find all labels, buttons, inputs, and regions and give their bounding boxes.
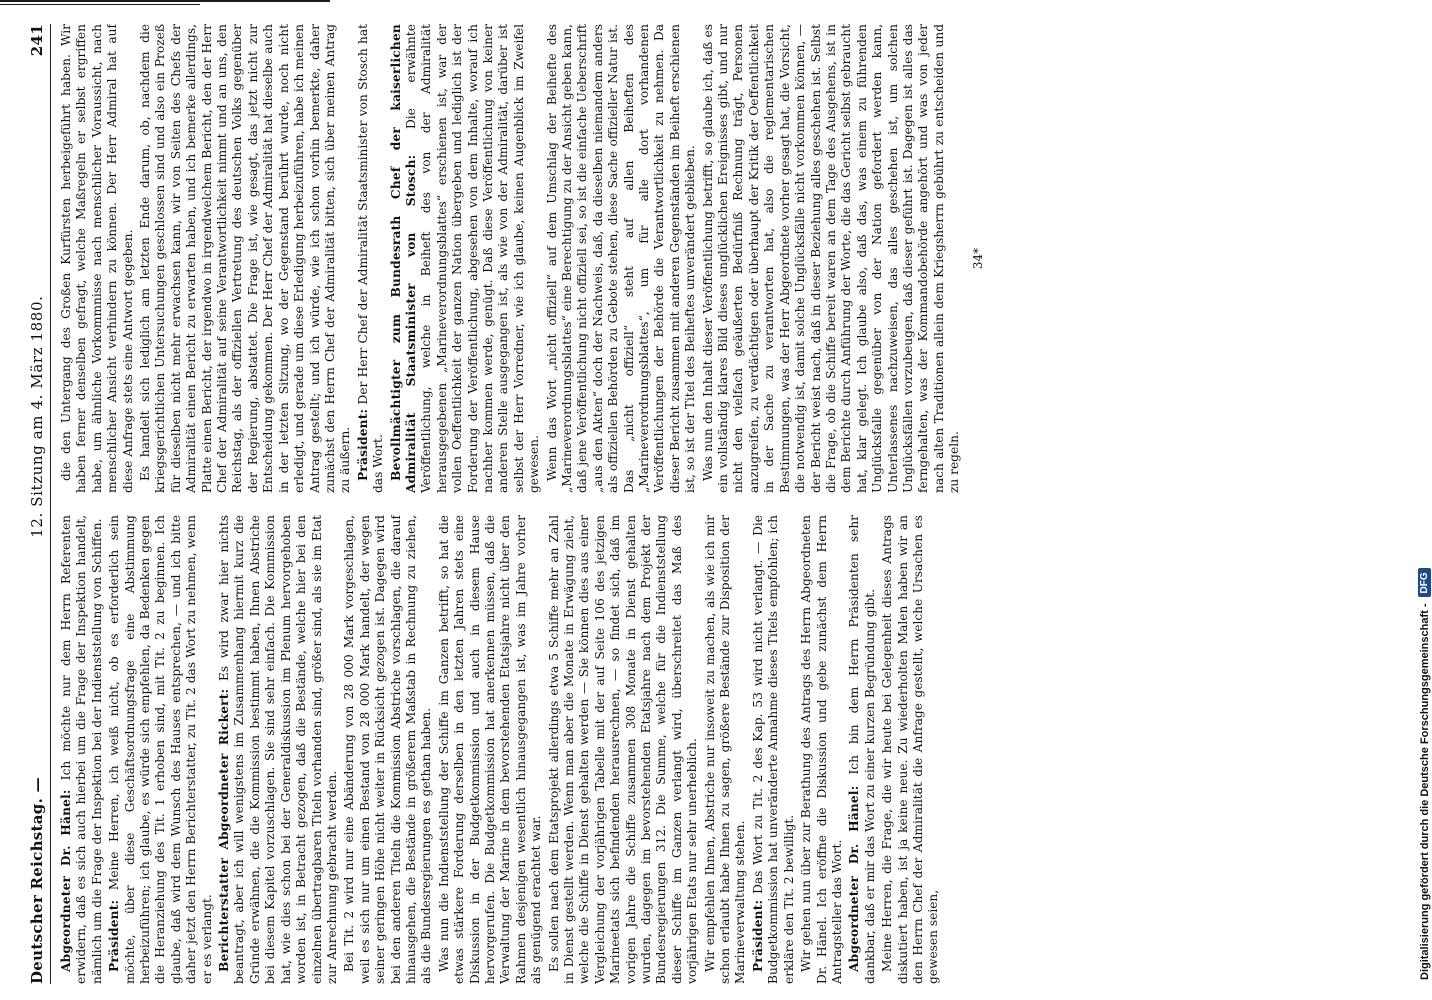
speaker-name: Präsident: [107, 899, 122, 972]
paragraph-text: Wenn das Wort „nicht offiziell“ auf dem Umschlag der Beihefte des „Marineverordnungsblattes“ eine Berechtigung zu der Ansicht geben kann, daß jene Veröffentlichung nicht offiziell sei, so ist die einfache Ueberschrift „aus den Akten“ doch der Nachweis, daß, da dieselben niemandem anders als offiziellen Behörden zu Gebote stehen, diese Sache offizieller Natur ist. Das „nicht offiziell“ steht auf allen Beiheften des „Marineverordnungsblattes“, um für alle dort vorhandenen Veröffentlichungen der Behörde die Verantwortlichkeit zu nehmen. Da dieser Bericht zusammen mit anderen Gegenständen im Beiheft erschienen ist, so ist der Titel des Beiheftes unverändert geblieben. [544, 24, 698, 493]
paragraph-text: Meine Herren, die Frage, die wir heute bei Gelegenheit dieses Antrags diskutiert haben, ist ja keine neue. Zu wiederholten Malen haben wir an den Herrn Chef der Admiralität die Anfrage gestellt, welche Ursachen es gewesen seien, [880, 515, 941, 984]
paragraph-text: Es wird zwar hier nichts beantragt, aber ich will wenigstens im Zusammenhang hiermit kurz die Gründe erwähnen, die die Kommission bestimmt haben, Ihnen Abstriche bei diesem Kapitel vorzuschlagen. Sie sind sehr einfach. Die Kommission hat, wie dies schon bei der Generaldiskussion im Plenum hervorgehoben worden ist, in Betracht gezogen, daß die Bestände, welche hier bei den einzelnen übertragbaren Titeln vorhanden sind, größer sind, als sie im Etat zur Anrechnung gebracht werden. [217, 515, 339, 984]
paragraph [701, 24, 963, 493]
right-column [59, 24, 1349, 493]
speaker-name: Abgeordneter Dr. Hänel: [847, 785, 862, 972]
paragraph-text: Was nun den Inhalt dieser Veröffentlichung betrifft, so glaube ich, daß es ein vollständig klares Bild dieses unglücklichen Ereignisses gibt, und nur nicht den vielfach geäußerten Bedürfniß Rechnung trägt, Personen anzugreifen, zu verdächtigen oder überhaupt der Kritik der Oeffentlichkeit in der Sache zu verantworten hat, also die reglementarischen Bestimmungen, was der Herr Abgeordnete vorher gesagt hat, die Vorsicht, die notwendig ist, damit solche Unglücksfälle nicht vorkommen können, — der Bericht weist nach, daß in dieser Beziehung alles geschehen ist. Selbst die Frage, ob die Schiffe bereit waren an dem Tage des Ausgehens, ist in dem Berichte durch Anführung der Worte, die das Gericht selbst gebraucht hat, klar gelegt. Ich glaube also, daß das, was einem zu führenden Unglücksfalle gegenüber von der Nation gefordert werden kann, Unterlassenes nachzuweisen, das alles geschehen ist, um solchen Unglücksfällen vorzubeugen, daß dieser geführt ist. Dagegen ist alles das ferngehalten, was der Kommandobehörde angehört und was von jeder nach alten Traditionen allein dem Kriegsherrn gebührt zu entscheiden und zu regeln. [700, 24, 962, 493]
paragraph [437, 515, 545, 984]
digitization-credit [1418, 568, 1431, 980]
paragraph-text: Bei Tit. 2 wird nur eine Abänderung von 28 000 Mark vorgeschlagen, weil es sich nur um einen Bestand von 28 000 Mark handelt, der wegen seiner geringen Höhe nicht weiter in Rücksicht gezogen ist. Dagegen wird bei den anderen Titeln die Kommission Abstriche vorschlagen, die darauf hinausgehen, die Bestände in größerem Maßstab in Rechnung zu ziehen, als die Bundesregierungen es gethan haben. [342, 515, 434, 984]
page-header [28, 24, 51, 984]
paragraph [342, 515, 434, 984]
paragraph-text: Meine Herren, ich weiß nicht, ob es erforderlich sein möchte, über diese Geschäftsordnungsfrage eine Abstimmung herbeizuführen; ich glaube, es würde sich empfehlen, da Bedenken gegen die Heranziehung des Tit. 1 erhoben sind, mit Tit. 2 zu beginnen. Ich glaube, daß wird dem Wunsch des Hauses entsprechen, — und ich bitte daher jetzt den Herrn Berichterstatter, zu Tit. 2 das Wort zu nehmen, wenn er es verlangt. [107, 515, 214, 984]
paragraph-text: Der Herr Chef der Admiralität Staatsminister von Stosch hat das Wort. [355, 24, 386, 493]
paragraph [545, 24, 699, 493]
paragraph [356, 24, 387, 493]
paragraph [389, 24, 543, 493]
paragraph [138, 24, 354, 493]
paragraph [799, 515, 845, 984]
session-title: 12. Sitzung am 4. März 1880. [28, 295, 46, 538]
paragraph-text: die den Untergang des Großen Kurfürsten herbeigeführt haben. Wir haben ferner denselben gefragt, welche Maßregeln er selbst ergriffen habe, um ähnliche Vorkommnisse nach menschlicher Voraussicht, nach menschlicher Ansicht verhindern zu können. Der Herr Admiral hat auf diese Anfrage stets eine Antwort gegeben. [59, 24, 135, 493]
paragraph-text: Die erwähnte Veröffentlichung, welche in Beiheft des von der Admiralität herausgegebenen „Marineverordnungsblattes“ erschienen ist, war der vollen Oeffentlichkeit der ganzen Nation übergeben und lediglich ist der Forderung der Veröffentlichung, abgesehen von dem Inhalte, worauf ich nachher kommen werde, genügt. Daß diese Veröffentlichung von keiner anderen Stelle ausgegangen ist, als wie von der Admiralität, darüber ist selbst der Herr Vorredner, wie ich glaube, keinen Augenblick im Zweifel gewesen. [403, 24, 542, 493]
text-columns [59, 24, 1349, 984]
paragraph [847, 515, 878, 984]
speaker-name: Präsident: [750, 899, 765, 972]
paragraph [59, 24, 136, 493]
paragraph-text: Ich möchte nur dem Herrn Referenten erwidern, daß es sich auch hierbei um die Frage der Inspektion handelt, nämlich um die Frage der Inspektion bei der Indienststellung von Schiffen. [59, 515, 104, 984]
paragraph-text: Ich bin dem Herrn Präsidenten sehr dankbar, daß er mir das Wort zu einer kurzen Begründung gibt. [847, 515, 877, 984]
paragraph [217, 515, 340, 984]
paragraph [59, 515, 105, 984]
paragraph-text: Was nun die Indienststellung der Schiffe im Ganzen betrifft, so hat die etwas stärkere Forderung derselben in den letzten Jahren stets eine Diskussion in der Budgetkommission und auch in diesem Hause hervorgerufen. Die Budgetkommission hat anerkennen müssen, daß die Verwaltung der Marine in dem bevorstehenden Etatsjahre nicht über den Rahmen desjenigen wesentlich hinausgegangen ist, was im Jahre vorher als genügend erachtet war. [436, 515, 544, 984]
paragraph-text: Es sollen nach dem Etatsprojekt allerdings etwa 5 Schiffe mehr an Zahl in Dienst gestellt werden. Wenn man aber die Monate in Erwägung zieht, welche die Schiffe in Dienst gehalten werden — Sie können dies aus einer Vergleichung der vorjährigen Tabelle mit der auf Seite 106 des jetzigen Marineetats sich befindenden herausrechnen, — so findet sich, daß im vorigen Jahre die Schiffe zusammen 308 Monate in Dienst gehalten wurden, dagegen im bevorstehenden Etatsjahre nach dem Projekt der Bundesregierungen 312. Die Summe, welche für die Indienststellung dieser Schiffe im Ganzen verlangt wird, überschreitet das Maß des vorjährigen Etats nur sehr unerheblich. [546, 515, 700, 984]
speaker-name: Präsident: [355, 408, 370, 481]
dfg-logo: DFG [1418, 568, 1431, 597]
speaker-name: Abgeordneter Dr. Hänel: [59, 789, 73, 972]
paragraph [751, 515, 797, 984]
journal-title: Deutscher Reichstag. — [28, 777, 46, 984]
speaker-name: Berichterstatter Abgeordneter Rickert: [217, 688, 232, 972]
page-number: 241 [28, 24, 46, 57]
paragraph [547, 515, 701, 984]
credit-text: Digitalisierung gefördert durch die Deutsche Forschungsgemeinschaft - [1418, 603, 1431, 980]
paragraph [703, 515, 749, 984]
left-column [59, 515, 1349, 984]
signature-mark: 34* [970, 247, 985, 270]
paragraph [880, 515, 942, 984]
paragraph-text: Wir gehen nun über zur Berathung des Antrags des Herrn Abgeordneten Dr. Hänel. Ich eröffne die Diskussion und gebe zunächst dem Herrn Antragsteller das Wort. [799, 515, 844, 984]
paragraph [107, 515, 215, 984]
speaker-name: Bevollmächtigter zum Bundesrath Chef der kaiserlichen Admiralität Staatsminister von Stosch: [388, 24, 418, 493]
paragraph-text: Wir empfehlen Ihnen, Abstriche nur insoweit zu machen, als wie ich mir schon erlaubt habe Ihnen zu sagen, größere Bestände zur Disposition der Marineverwaltung stehen. [702, 515, 748, 984]
paragraph-text: Es handelt sich lediglich am letzten Ende darum, ob, nachdem die kriegsgerichtlichen Untersuchungen geschlossen sind und also ein Prozeß für dieselben nicht mehr erwachsen kann, wir von Seiten des Chefs der Admiralität einen Bericht zu erwarten haben, und ich bemerke allerdings, Platte einen Bericht, der irgendwo in irgendwelchem Bericht, den der Herr Chef der Admiralität auf seine Verantwortlichkeit nimmt und an uns, den Reichstag, als der offiziellen Vertretung des deutschen Volks gegenüber der Regierung, abstattet. Die Frage ist, wie gesagt, das jetzt nicht zur Entscheidung gekommen. Der Herr Chef der Admiralität hat dieselbe auch in der letzten Sitzung, wo der Gegenstand berührt wurde, noch nicht erledigt, und gerade um diese Erledigung herbeizuführen, habe ich meinen Antrag gestellt; und ich würde, wie ich schon vorhin bemerkte, daher zunächst den Herrn Chef der Admiralität bitten, sich über meinen Antrag zu äußern. [138, 24, 353, 493]
paragraph-text: Das Wort zu Tit. 2 des Kap. 53 wird nicht verlangt. — Die Budgetkommission hat unveränderte Annahme dieses Titels empfohlen; ich erkläre den Tit. 2 bewilligt. [750, 515, 796, 984]
